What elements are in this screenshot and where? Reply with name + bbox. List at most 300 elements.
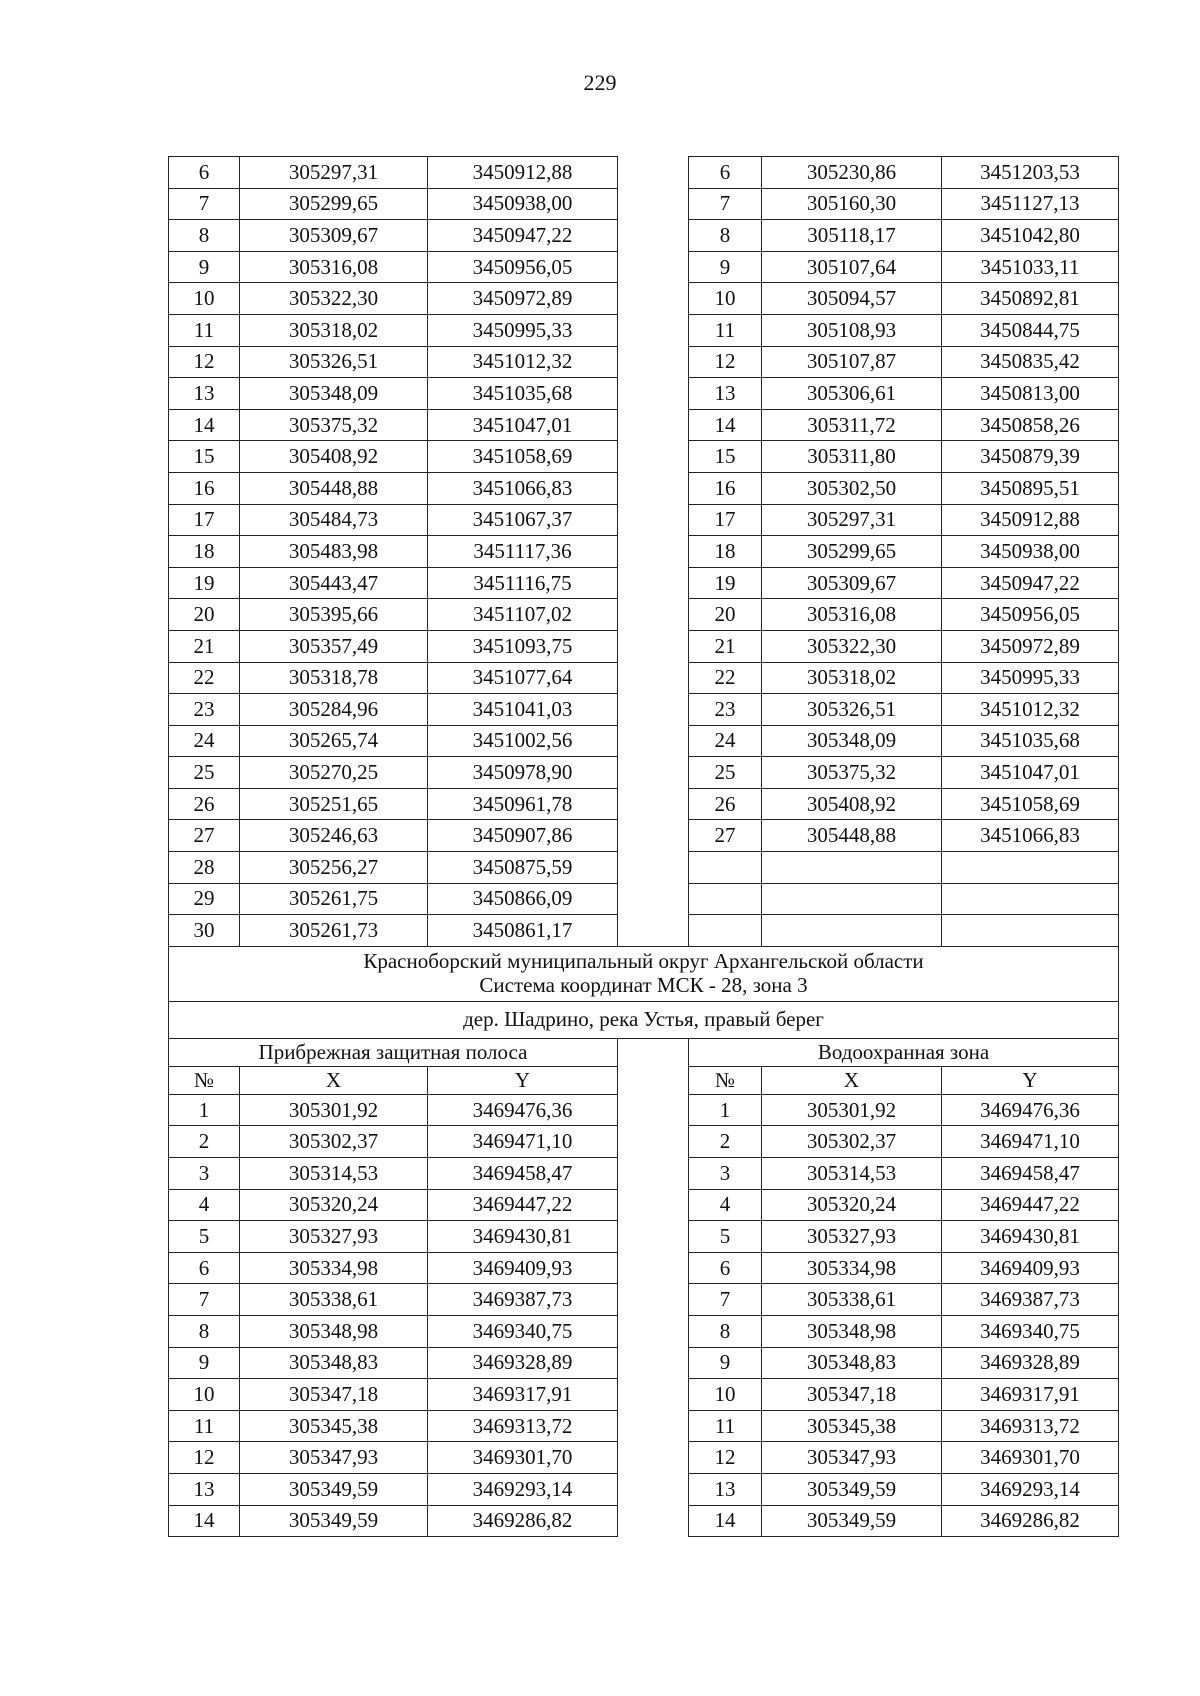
right-y-coordinate: 3469293,14 xyxy=(942,1473,1119,1505)
right-point-number: 11 xyxy=(689,1410,762,1442)
left-point-number: 9 xyxy=(169,251,240,283)
right-y-coordinate: 3469317,91 xyxy=(942,1379,1119,1411)
column-gap xyxy=(618,472,689,504)
right-x-coordinate: 305408,92 xyxy=(762,788,942,820)
right-point-number: 3 xyxy=(689,1158,762,1190)
right-point-number: 17 xyxy=(689,504,762,536)
column-gap xyxy=(618,283,689,315)
right-x-coordinate: 305107,64 xyxy=(762,251,942,283)
column-gap xyxy=(618,1347,689,1379)
column-header-y-right: Y xyxy=(942,1066,1119,1094)
left-point-number: 6 xyxy=(169,1252,240,1284)
left-point-number: 29 xyxy=(169,883,240,915)
right-y-coordinate: 3469458,47 xyxy=(942,1158,1119,1190)
right-x-coordinate xyxy=(762,883,942,915)
right-point-number: 18 xyxy=(689,536,762,568)
right-y-coordinate: 3450995,33 xyxy=(942,662,1119,694)
right-y-coordinate: 3450858,26 xyxy=(942,409,1119,441)
left-y-coordinate: 3450978,90 xyxy=(428,757,618,789)
right-x-coordinate: 305318,02 xyxy=(762,662,942,694)
right-y-coordinate: 3469301,70 xyxy=(942,1442,1119,1474)
right-x-coordinate: 305118,17 xyxy=(762,220,942,252)
right-x-coordinate: 305320,24 xyxy=(762,1189,942,1221)
column-gap xyxy=(618,346,689,378)
table-row xyxy=(169,1347,1119,1379)
coastal-strip-title: Прибрежная защитная полоса xyxy=(169,1038,618,1066)
left-y-coordinate: 3450972,89 xyxy=(428,283,618,315)
coordinate-system: Система координат МСК - 28, зона 3 xyxy=(479,972,808,997)
right-x-coordinate: 305345,38 xyxy=(762,1410,942,1442)
right-point-number: 4 xyxy=(689,1189,762,1221)
right-y-coordinate: 3469471,10 xyxy=(942,1126,1119,1158)
left-point-number: 16 xyxy=(169,472,240,504)
column-gap xyxy=(618,757,689,789)
left-y-coordinate: 3469328,89 xyxy=(428,1347,618,1379)
table-row xyxy=(169,630,1119,662)
right-y-coordinate: 3451066,83 xyxy=(942,820,1119,852)
right-point-number: 16 xyxy=(689,472,762,504)
right-x-coordinate: 305108,93 xyxy=(762,314,942,346)
right-x-coordinate: 305348,98 xyxy=(762,1316,942,1348)
right-point-number: 2 xyxy=(689,1126,762,1158)
table-row xyxy=(169,725,1119,757)
left-y-coordinate: 3469317,91 xyxy=(428,1379,618,1411)
left-x-coordinate: 305316,08 xyxy=(240,251,428,283)
left-point-number: 4 xyxy=(169,1189,240,1221)
location-name: дер. Шадрино, река Устья, правый берег xyxy=(169,1001,1119,1038)
right-point-number: 23 xyxy=(689,694,762,726)
right-y-coordinate xyxy=(942,883,1119,915)
column-gap xyxy=(618,1252,689,1284)
right-x-coordinate: 305302,37 xyxy=(762,1126,942,1158)
right-x-coordinate: 305316,08 xyxy=(762,599,942,631)
left-x-coordinate: 305375,32 xyxy=(240,409,428,441)
table-row xyxy=(169,409,1119,441)
lower-table-head xyxy=(169,1038,1119,1094)
column-gap xyxy=(618,1473,689,1505)
left-y-coordinate: 3450995,33 xyxy=(428,314,618,346)
table-row xyxy=(169,1284,1119,1316)
right-y-coordinate: 3469286,82 xyxy=(942,1505,1119,1537)
right-point-number: 27 xyxy=(689,820,762,852)
left-point-number: 13 xyxy=(169,1473,240,1505)
table-row xyxy=(169,1189,1119,1221)
left-x-coordinate: 305408,92 xyxy=(240,441,428,473)
right-x-coordinate: 305306,61 xyxy=(762,378,942,410)
page-number: 229 xyxy=(583,70,617,95)
table-row xyxy=(169,283,1119,315)
right-point-number: 15 xyxy=(689,441,762,473)
left-point-number: 3 xyxy=(169,1158,240,1190)
right-x-coordinate: 305311,72 xyxy=(762,409,942,441)
left-x-coordinate: 305261,73 xyxy=(240,915,428,947)
left-y-coordinate: 3451041,03 xyxy=(428,694,618,726)
column-gap xyxy=(618,1038,689,1066)
right-point-number: 7 xyxy=(689,1284,762,1316)
table-row xyxy=(169,536,1119,568)
table-row xyxy=(169,662,1119,694)
water-protection-zone-title: Водоохранная зона xyxy=(689,1038,1119,1066)
left-point-number: 11 xyxy=(169,1410,240,1442)
left-y-coordinate: 3469409,93 xyxy=(428,1252,618,1284)
right-point-number: 7 xyxy=(689,188,762,220)
table-row xyxy=(169,157,1119,189)
right-x-coordinate: 305311,80 xyxy=(762,441,942,473)
left-x-coordinate: 305318,78 xyxy=(240,662,428,694)
left-x-coordinate: 305348,83 xyxy=(240,1347,428,1379)
right-y-coordinate: 3451127,13 xyxy=(942,188,1119,220)
right-point-number: 22 xyxy=(689,662,762,694)
right-point-number: 9 xyxy=(689,1347,762,1379)
table-row xyxy=(169,188,1119,220)
right-point-number: 6 xyxy=(689,157,762,189)
column-gap xyxy=(618,1221,689,1253)
left-point-number: 21 xyxy=(169,630,240,662)
left-y-coordinate: 3469286,82 xyxy=(428,1505,618,1537)
column-gap xyxy=(618,1126,689,1158)
column-gap xyxy=(618,852,689,884)
table-row xyxy=(169,883,1119,915)
right-y-coordinate: 3450947,22 xyxy=(942,567,1119,599)
right-y-coordinate xyxy=(942,915,1119,947)
right-point-number xyxy=(689,852,762,884)
column-gap xyxy=(618,1189,689,1221)
right-point-number: 14 xyxy=(689,1505,762,1537)
left-x-coordinate: 305345,38 xyxy=(240,1410,428,1442)
left-x-coordinate: 305349,59 xyxy=(240,1473,428,1505)
left-x-coordinate: 305483,98 xyxy=(240,536,428,568)
left-y-coordinate: 3451002,56 xyxy=(428,725,618,757)
right-point-number: 8 xyxy=(689,220,762,252)
column-gap xyxy=(618,883,689,915)
right-point-number: 19 xyxy=(689,567,762,599)
district-row xyxy=(169,946,1119,1001)
column-header-row xyxy=(169,1066,1119,1094)
left-y-coordinate: 3451058,69 xyxy=(428,441,618,473)
left-y-coordinate: 3469340,75 xyxy=(428,1316,618,1348)
right-x-coordinate: 305327,93 xyxy=(762,1221,942,1253)
right-y-coordinate xyxy=(942,852,1119,884)
right-x-coordinate: 305348,09 xyxy=(762,725,942,757)
left-point-number: 17 xyxy=(169,504,240,536)
district-cell xyxy=(169,946,1119,1001)
column-gap xyxy=(618,788,689,820)
left-point-number: 15 xyxy=(169,441,240,473)
left-y-coordinate: 3451093,75 xyxy=(428,630,618,662)
left-y-coordinate: 3451107,02 xyxy=(428,599,618,631)
right-x-coordinate: 305160,30 xyxy=(762,188,942,220)
left-y-coordinate: 3451067,37 xyxy=(428,504,618,536)
left-point-number: 27 xyxy=(169,820,240,852)
left-x-coordinate: 305270,25 xyxy=(240,757,428,789)
left-y-coordinate: 3451035,68 xyxy=(428,378,618,410)
left-x-coordinate: 305326,51 xyxy=(240,346,428,378)
right-point-number: 10 xyxy=(689,283,762,315)
column-gap xyxy=(618,1442,689,1474)
right-point-number: 21 xyxy=(689,630,762,662)
left-y-coordinate: 3469471,10 xyxy=(428,1126,618,1158)
left-point-number: 12 xyxy=(169,1442,240,1474)
lower-table-body xyxy=(169,1094,1119,1536)
left-x-coordinate: 305348,09 xyxy=(240,378,428,410)
column-gap xyxy=(618,314,689,346)
right-y-coordinate: 3469447,22 xyxy=(942,1189,1119,1221)
left-y-coordinate: 3451066,83 xyxy=(428,472,618,504)
left-x-coordinate: 305322,30 xyxy=(240,283,428,315)
left-x-coordinate: 305349,59 xyxy=(240,1505,428,1537)
right-x-coordinate: 305299,65 xyxy=(762,536,942,568)
column-header-x-right: X xyxy=(762,1066,942,1094)
left-x-coordinate: 305448,88 xyxy=(240,472,428,504)
table-row xyxy=(169,599,1119,631)
table-row xyxy=(169,220,1119,252)
left-point-number: 20 xyxy=(169,599,240,631)
left-point-number: 30 xyxy=(169,915,240,947)
right-point-number: 11 xyxy=(689,314,762,346)
left-x-coordinate: 305327,93 xyxy=(240,1221,428,1253)
right-point-number: 25 xyxy=(689,757,762,789)
table-row xyxy=(169,1316,1119,1348)
table-row xyxy=(169,346,1119,378)
left-y-coordinate: 3451047,01 xyxy=(428,409,618,441)
left-y-coordinate: 3450938,00 xyxy=(428,188,618,220)
table-row xyxy=(169,1473,1119,1505)
right-y-coordinate: 3469328,89 xyxy=(942,1347,1119,1379)
right-point-number: 20 xyxy=(689,599,762,631)
left-point-number: 14 xyxy=(169,409,240,441)
left-x-coordinate: 305357,49 xyxy=(240,630,428,662)
column-gap xyxy=(618,536,689,568)
right-x-coordinate: 305301,92 xyxy=(762,1094,942,1126)
left-point-number: 24 xyxy=(169,725,240,757)
left-y-coordinate: 3469476,36 xyxy=(428,1094,618,1126)
left-point-number: 8 xyxy=(169,1316,240,1348)
right-x-coordinate xyxy=(762,852,942,884)
upper-table-body xyxy=(169,157,1119,947)
left-y-coordinate: 3469313,72 xyxy=(428,1410,618,1442)
left-point-number: 12 xyxy=(169,346,240,378)
zone-title-row xyxy=(169,1038,1119,1066)
column-gap xyxy=(618,378,689,410)
left-point-number: 5 xyxy=(169,1221,240,1253)
right-x-coordinate: 305348,83 xyxy=(762,1347,942,1379)
table-row xyxy=(169,788,1119,820)
left-x-coordinate: 305265,74 xyxy=(240,725,428,757)
right-y-coordinate: 3469476,36 xyxy=(942,1094,1119,1126)
right-x-coordinate: 305334,98 xyxy=(762,1252,942,1284)
right-y-coordinate: 3450972,89 xyxy=(942,630,1119,662)
column-gap xyxy=(618,820,689,852)
column-gap xyxy=(618,694,689,726)
column-gap xyxy=(618,1379,689,1411)
table-row xyxy=(169,1158,1119,1190)
column-gap xyxy=(618,662,689,694)
right-x-coordinate: 305375,32 xyxy=(762,757,942,789)
column-gap xyxy=(618,409,689,441)
table-row xyxy=(169,1252,1119,1284)
right-y-coordinate: 3451203,53 xyxy=(942,157,1119,189)
section-header xyxy=(169,946,1119,1038)
right-x-coordinate xyxy=(762,915,942,947)
left-point-number: 18 xyxy=(169,536,240,568)
left-x-coordinate: 305347,18 xyxy=(240,1379,428,1411)
table-row xyxy=(169,1379,1119,1411)
column-gap xyxy=(618,1316,689,1348)
left-x-coordinate: 305256,27 xyxy=(240,852,428,884)
right-y-coordinate: 3469409,93 xyxy=(942,1252,1119,1284)
right-y-coordinate: 3469387,73 xyxy=(942,1284,1119,1316)
coordinates-table xyxy=(168,156,1119,1537)
right-y-coordinate: 3450956,05 xyxy=(942,599,1119,631)
left-point-number: 13 xyxy=(169,378,240,410)
column-gap xyxy=(618,441,689,473)
right-y-coordinate: 3451012,32 xyxy=(942,694,1119,726)
right-y-coordinate: 3450835,42 xyxy=(942,346,1119,378)
right-point-number: 5 xyxy=(689,1221,762,1253)
table-row xyxy=(169,378,1119,410)
column-header-number-right: № xyxy=(689,1066,762,1094)
left-y-coordinate: 3469387,73 xyxy=(428,1284,618,1316)
table-row xyxy=(169,314,1119,346)
left-y-coordinate: 3451012,32 xyxy=(428,346,618,378)
left-point-number: 26 xyxy=(169,788,240,820)
right-y-coordinate: 3450895,51 xyxy=(942,472,1119,504)
right-point-number: 24 xyxy=(689,725,762,757)
right-point-number xyxy=(689,915,762,947)
table-row xyxy=(169,1126,1119,1158)
right-y-coordinate: 3469313,72 xyxy=(942,1410,1119,1442)
left-y-coordinate: 3469430,81 xyxy=(428,1221,618,1253)
column-gap xyxy=(618,1505,689,1537)
right-y-coordinate: 3450813,00 xyxy=(942,378,1119,410)
left-point-number: 10 xyxy=(169,1379,240,1411)
left-point-number: 8 xyxy=(169,220,240,252)
column-gap xyxy=(618,188,689,220)
table-row xyxy=(169,1094,1119,1126)
left-point-number: 2 xyxy=(169,1126,240,1158)
left-x-coordinate: 305334,98 xyxy=(240,1252,428,1284)
left-y-coordinate: 3450912,88 xyxy=(428,157,618,189)
left-point-number: 25 xyxy=(169,757,240,789)
left-y-coordinate: 3450866,09 xyxy=(428,883,618,915)
right-x-coordinate: 305230,86 xyxy=(762,157,942,189)
column-header-x-left: X xyxy=(240,1066,428,1094)
left-point-number: 19 xyxy=(169,567,240,599)
left-point-number: 9 xyxy=(169,1347,240,1379)
left-point-number: 6 xyxy=(169,157,240,189)
right-y-coordinate: 3469430,81 xyxy=(942,1221,1119,1253)
column-gap xyxy=(618,157,689,189)
right-y-coordinate: 3450912,88 xyxy=(942,504,1119,536)
right-y-coordinate: 3451042,80 xyxy=(942,220,1119,252)
column-gap xyxy=(618,1284,689,1316)
left-point-number: 7 xyxy=(169,1284,240,1316)
left-y-coordinate: 3469458,47 xyxy=(428,1158,618,1190)
right-y-coordinate: 3450892,81 xyxy=(942,283,1119,315)
left-x-coordinate: 305261,75 xyxy=(240,883,428,915)
left-point-number: 10 xyxy=(169,283,240,315)
table-row xyxy=(169,1442,1119,1474)
column-gap xyxy=(618,725,689,757)
left-x-coordinate: 305314,53 xyxy=(240,1158,428,1190)
table-row xyxy=(169,852,1119,884)
left-point-number: 7 xyxy=(169,188,240,220)
left-y-coordinate: 3469293,14 xyxy=(428,1473,618,1505)
column-gap xyxy=(618,1094,689,1126)
right-x-coordinate: 305314,53 xyxy=(762,1158,942,1190)
column-gap xyxy=(618,567,689,599)
table-row xyxy=(169,820,1119,852)
left-point-number: 28 xyxy=(169,852,240,884)
right-y-coordinate: 3451047,01 xyxy=(942,757,1119,789)
left-y-coordinate: 3450875,59 xyxy=(428,852,618,884)
table-row xyxy=(169,441,1119,473)
left-y-coordinate: 3450956,05 xyxy=(428,251,618,283)
right-x-coordinate: 305326,51 xyxy=(762,694,942,726)
table-row xyxy=(169,915,1119,947)
right-x-coordinate: 305297,31 xyxy=(762,504,942,536)
right-x-coordinate: 305309,67 xyxy=(762,567,942,599)
right-point-number: 12 xyxy=(689,1442,762,1474)
district-name: Красноборский муниципальный округ Архангельской области xyxy=(363,949,924,974)
left-x-coordinate: 305301,92 xyxy=(240,1094,428,1126)
column-gap xyxy=(618,1066,689,1094)
right-point-number: 6 xyxy=(689,1252,762,1284)
right-x-coordinate: 305322,30 xyxy=(762,630,942,662)
right-point-number: 8 xyxy=(689,1316,762,1348)
table-row xyxy=(169,251,1119,283)
column-gap xyxy=(618,1410,689,1442)
right-x-coordinate: 305448,88 xyxy=(762,820,942,852)
right-point-number xyxy=(689,883,762,915)
right-x-coordinate: 305349,59 xyxy=(762,1505,942,1537)
table-row xyxy=(169,1505,1119,1537)
column-gap xyxy=(618,1158,689,1190)
right-x-coordinate: 305094,57 xyxy=(762,283,942,315)
left-x-coordinate: 305338,61 xyxy=(240,1284,428,1316)
column-header-y-left: Y xyxy=(428,1066,618,1094)
column-gap xyxy=(618,599,689,631)
table-row xyxy=(169,504,1119,536)
right-y-coordinate: 3451058,69 xyxy=(942,788,1119,820)
table-row xyxy=(169,1221,1119,1253)
right-y-coordinate: 3469340,75 xyxy=(942,1316,1119,1348)
left-y-coordinate: 3451117,36 xyxy=(428,536,618,568)
right-y-coordinate: 3450879,39 xyxy=(942,441,1119,473)
left-x-coordinate: 305299,65 xyxy=(240,188,428,220)
left-point-number: 1 xyxy=(169,1094,240,1126)
right-point-number: 14 xyxy=(689,409,762,441)
left-x-coordinate: 305484,73 xyxy=(240,504,428,536)
right-point-number: 13 xyxy=(689,378,762,410)
left-x-coordinate: 305251,65 xyxy=(240,788,428,820)
left-y-coordinate: 3451077,64 xyxy=(428,662,618,694)
right-y-coordinate: 3451035,68 xyxy=(942,725,1119,757)
table-row xyxy=(169,1410,1119,1442)
left-y-coordinate: 3450961,78 xyxy=(428,788,618,820)
left-point-number: 11 xyxy=(169,314,240,346)
column-gap xyxy=(618,220,689,252)
left-y-coordinate: 3450907,86 xyxy=(428,820,618,852)
left-point-number: 14 xyxy=(169,1505,240,1537)
left-y-coordinate: 3450861,17 xyxy=(428,915,618,947)
left-x-coordinate: 305395,66 xyxy=(240,599,428,631)
right-y-coordinate: 3450844,75 xyxy=(942,314,1119,346)
left-y-coordinate: 3451116,75 xyxy=(428,567,618,599)
right-y-coordinate: 3451033,11 xyxy=(942,251,1119,283)
left-x-coordinate: 305246,63 xyxy=(240,820,428,852)
left-x-coordinate: 305284,96 xyxy=(240,694,428,726)
